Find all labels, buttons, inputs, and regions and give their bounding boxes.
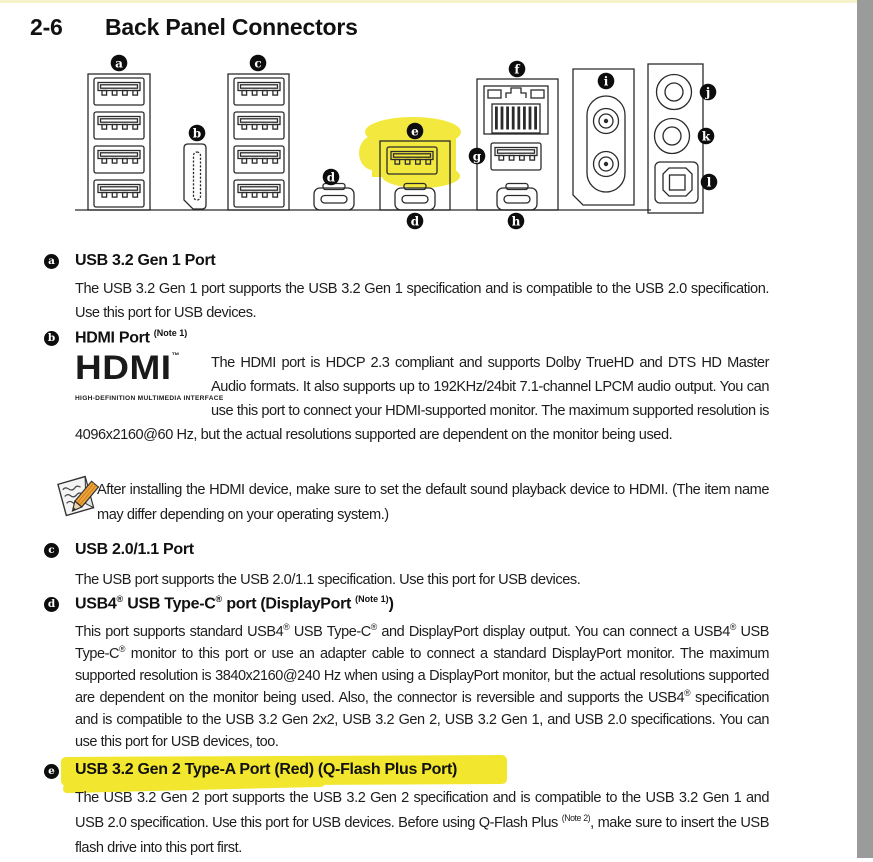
ethernet-pins bbox=[495, 107, 537, 130]
svg-text:e: e bbox=[411, 124, 419, 139]
note1-superscript: (Note 1) bbox=[153, 328, 188, 338]
heading-hdmi: HDMI Port $^{(Note 1)}$ bbox=[75, 328, 188, 347]
lan-usb-block-f bbox=[477, 79, 558, 210]
registered-symbol: ® bbox=[729, 622, 736, 633]
svg-text:b: b bbox=[192, 126, 202, 141]
registered-symbol: ® bbox=[215, 594, 223, 604]
hdmi-connector bbox=[184, 144, 206, 209]
port-label-k bbox=[698, 128, 715, 145]
body-usb4-typec: This port supports standard USB4® USB Type-C® and DisplayPort display output. You can connect a USB4® USB Type-C® monitor to this port or use an adapter cable to connect a standard DisplayPort monitor. The maximum supported resolution is 3840x2160@240 Hz when using a DisplayPort monitor, but the actual resolutions supported are dependent on the monitor being used. Also, the connector is reversible and supports the USB4® specification and is compatible to the USB 3.2 Gen 2x2, USB 3.2 Gen 2, USB 3.2 Gen 1, and USB 2.0 specifications. You can use this port for USB devices, too. bbox=[75, 622, 769, 750]
port-label-i bbox=[598, 73, 615, 90]
port-label-f bbox=[509, 61, 526, 78]
port-label-a bbox=[111, 55, 128, 72]
svg-text:d: d bbox=[410, 214, 420, 229]
back-panel-diagram bbox=[60, 50, 725, 232]
note1-superscript: (Note 1) bbox=[355, 594, 389, 604]
body-usb32-gen2-qflash: The USB 3.2 Gen 2 port supports the USB 3.2 Gen 2 specification and is compatible to the USB 3.2 Gen 1 and USB 2.0 specification. Use this port for USB devices. Before using Q-Flash Plus $^{(Note 2)}$, make sure to insert the USB flash drive into this port first. bbox=[75, 790, 769, 857]
svg-text:c: c bbox=[254, 56, 262, 71]
svg-text:a: a bbox=[115, 56, 123, 71]
audio-jack-block bbox=[648, 64, 703, 213]
scrollbar-track[interactable] bbox=[857, 0, 873, 858]
note2-superscript: (Note 2) bbox=[561, 813, 591, 824]
page-title bbox=[30, 14, 358, 41]
registered-symbol: ® bbox=[116, 594, 124, 604]
port-label-l bbox=[701, 174, 718, 191]
port-label-d2 bbox=[407, 213, 424, 230]
port-label-j bbox=[700, 84, 717, 101]
hdmi-logo-tagline: HIGH-DEFINITION MULTIMEDIA INTERFACE bbox=[75, 395, 224, 402]
heading-usb32-gen1: USB 3.2 Gen 1 Port bbox=[75, 252, 216, 269]
registered-symbol: ® bbox=[684, 688, 691, 699]
registered-symbol: ® bbox=[283, 622, 290, 633]
antenna-connector-block bbox=[573, 69, 634, 205]
svg-text:l: l bbox=[706, 175, 712, 190]
svg-text:h: h bbox=[511, 214, 521, 229]
item-letter-e: e bbox=[44, 764, 59, 779]
body-usb32-gen1: The USB 3.2 Gen 1 port supports the USB 3.2 Gen 1 specification and is compatible to the USB 2.0 specification. Use this port for USB devices. bbox=[75, 281, 769, 321]
usb-port-stack-c bbox=[228, 74, 289, 210]
note-pencil-icon bbox=[52, 472, 100, 524]
item-letter-b: b bbox=[44, 331, 59, 346]
svg-text:i: i bbox=[603, 74, 609, 89]
usb-port-stack-a bbox=[88, 74, 150, 210]
optical-spdif-port bbox=[655, 162, 698, 203]
audio-jack-k bbox=[655, 119, 690, 154]
usb-c-port-d1 bbox=[314, 184, 354, 211]
port-label-g bbox=[469, 148, 486, 165]
hdmi-logo bbox=[75, 348, 224, 411]
item-letter-d: d bbox=[44, 597, 59, 612]
svg-text:f: f bbox=[514, 62, 520, 77]
svg-text:j: j bbox=[705, 85, 711, 100]
hdmi-note-text: After installing the HDMI device, make sure to set the default sound playback device to HDMI. (The item name may differ depending on your operating system.) bbox=[97, 482, 769, 523]
top-edge-highlight-strip bbox=[0, 0, 857, 3]
item-letter-c: c bbox=[44, 543, 59, 558]
svg-text:k: k bbox=[701, 129, 711, 144]
port-label-c bbox=[250, 55, 267, 72]
registered-symbol: ® bbox=[119, 644, 126, 655]
port-label-d1 bbox=[323, 169, 340, 186]
heading-usb20: USB 2.0/1.1 Port bbox=[75, 541, 194, 558]
ethernet-port bbox=[484, 86, 548, 134]
trademark-symbol: ™ bbox=[171, 351, 180, 360]
svg-text:d: d bbox=[326, 170, 336, 185]
port-label-b bbox=[189, 125, 206, 142]
heading-usb4-typec: USB4® USB Type-C® port (DisplayPort $^{(Note 1)}$) bbox=[75, 594, 394, 613]
section-title: Back Panel Connectors bbox=[105, 14, 358, 40]
heading-usb32-gen2-qflash: USB 3.2 Gen 2 Type-A Port (Red) (Q-Flash Plus Port) bbox=[75, 761, 458, 778]
section-number: 2-6 bbox=[30, 14, 63, 40]
usb-a-port-g bbox=[491, 143, 541, 170]
port-label-e bbox=[407, 123, 424, 140]
body-hdmi: HDMI ™ HIGH-DEFINITION MULTIMEDIA INTERFACE The HDMI port is HDCP 2.3 compliant and supports Dolby TrueHD and DTS HD Master Audio formats. It also supports up to 192KHz/24bit 7.1-channel LPCM audio output. You can use this port to connect your HDMI-supported monitor. The maximum supported resolution is 4096x2160@60 Hz, but the actual resolutions supported are dependent on the monitor being used. bbox=[75, 348, 769, 443]
usb-c-port-h bbox=[497, 184, 537, 211]
svg-text:g: g bbox=[472, 149, 482, 164]
item-letter-a: a bbox=[44, 254, 59, 269]
audio-jack-j bbox=[657, 75, 692, 110]
body-usb20: The USB port supports the USB 2.0/1.1 specification. Use this port for USB devices. bbox=[75, 572, 581, 588]
registered-symbol: ® bbox=[370, 622, 377, 633]
hdmi-logo-text: HDMI bbox=[75, 348, 172, 387]
port-label-h bbox=[508, 213, 525, 230]
